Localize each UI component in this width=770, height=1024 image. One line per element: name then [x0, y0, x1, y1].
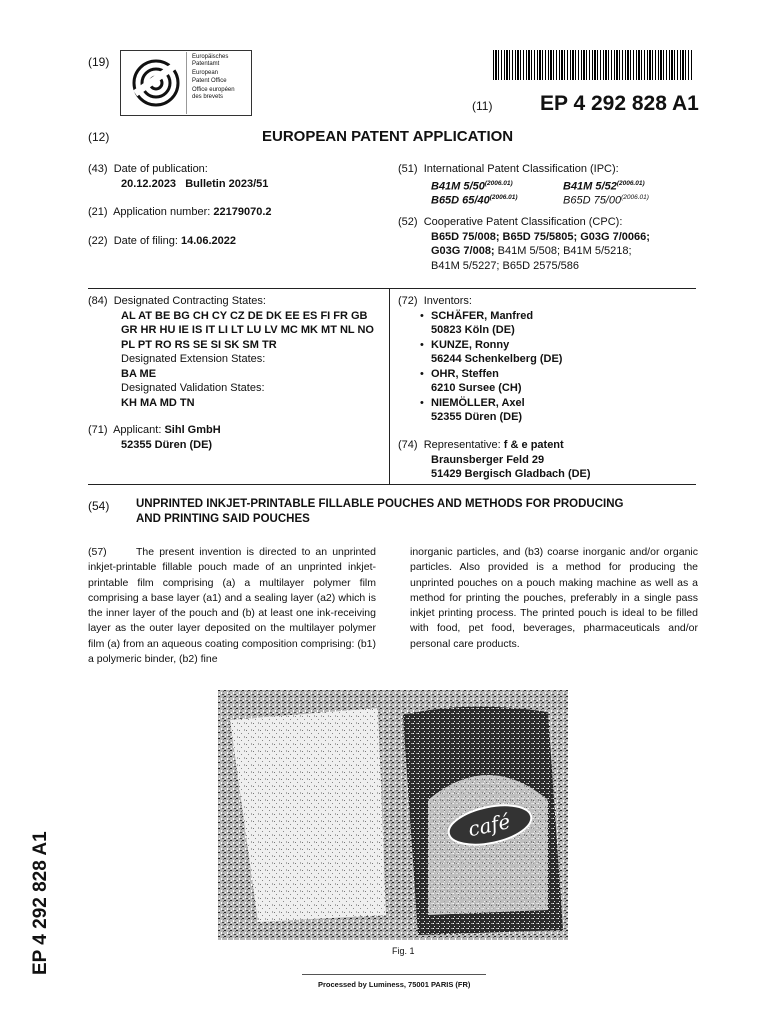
ipc-version: (2006.01): [616, 179, 645, 187]
representative-city: 51429 Bergisch Gladbach (DE): [431, 468, 591, 480]
office-line: Patent Office: [192, 77, 227, 84]
cpc-line: B41M 5/5227; B65D 2575/586: [431, 259, 580, 272]
ipc-class: B41M 5/50: [431, 180, 485, 193]
applicant-address: 52355 Düren (DE): [121, 438, 213, 451]
representative-name: f & e patent: [503, 439, 564, 451]
filing-date-block: [88, 234, 236, 249]
abstract-left: [88, 545, 376, 667]
inid-72: (72): [398, 295, 418, 307]
representative-label: Representative:: [423, 439, 501, 451]
inventor-address: 52355 Düren (DE): [431, 411, 523, 423]
states-line: PL PT RO RS SE SI SK SM TR: [121, 338, 277, 351]
inventor-item: • KUNZE, Ronny 56244 Schenkelberg (DE): [420, 338, 563, 365]
inid-22: (22): [88, 235, 108, 247]
ipc-version: (2006.01): [489, 193, 518, 201]
publication-date-block: [88, 162, 378, 191]
figure-caption: Fig. 1: [392, 946, 415, 956]
inventor-address: 56244 Schenkelberg (DE): [431, 353, 563, 365]
applicant-label: Applicant:: [113, 424, 162, 436]
epo-emblem-icon: [125, 52, 187, 114]
inid-51: (51): [398, 163, 418, 175]
inventors-block: [398, 294, 698, 425]
cpc-label: Cooperative Patent Classification (CPC):: [423, 216, 623, 228]
representative-block: [398, 438, 698, 482]
inid-19: (19): [88, 55, 110, 69]
inventor-item: • NIEMÖLLER, Axel 52355 Düren (DE): [420, 396, 525, 423]
office-line: Patentamt: [192, 61, 220, 68]
footer-divider: [302, 974, 486, 975]
inventor-item: • SCHÄFER, Manfred 50823 Köln (DE): [420, 309, 534, 336]
cpc-block: [398, 215, 698, 273]
inid-54: (54): [88, 499, 110, 513]
inid-21: (21): [88, 206, 108, 218]
divider: [88, 484, 696, 485]
inid-84: (84): [88, 295, 108, 307]
ipc-class: B65D 75/00: [563, 194, 622, 207]
cpc-line: B65D 75/008; B65D 75/5805; G03G 7/0066;: [431, 230, 650, 243]
office-line: Europäisches: [192, 54, 229, 60]
footer-text: Processed by Luminess, 75001 PARIS (FR): [318, 980, 471, 989]
validation-label: Designated Validation States:: [121, 382, 265, 394]
applicant-name: Sihl GmbH: [164, 424, 221, 436]
office-line: Office européen: [192, 86, 235, 93]
extension-label: Designated Extension States:: [121, 353, 266, 365]
pub-value: 20.12.2023 Bulletin 2023/51: [121, 177, 269, 190]
inid-11: (11): [472, 99, 493, 113]
inid-74: (74): [398, 439, 418, 451]
app-value: 22179070.2: [213, 206, 272, 218]
applicant-block: [88, 423, 388, 452]
inventor-name: SCHÄFER, Manfred: [431, 309, 534, 322]
inventors-label: Inventors:: [423, 295, 472, 307]
inventor-address: 50823 Köln (DE): [431, 324, 515, 336]
document-type: EUROPEAN PATENT APPLICATION: [262, 128, 514, 145]
inid-71: (71): [88, 424, 108, 436]
states-line: GR HR HU IE IS IT LI LT LU LV MC MK MT NL NO: [121, 324, 374, 336]
inid-12: (12): [88, 130, 110, 144]
office-line: des brevets: [192, 94, 224, 101]
divider: [88, 288, 696, 289]
office-line: European: [192, 70, 219, 77]
epo-logo: [120, 50, 252, 116]
ipc-version: (2006.01): [621, 193, 649, 201]
ipc-class: B41M 5/52: [563, 180, 617, 193]
inventor-name: OHR, Steffen: [431, 367, 499, 380]
barcode: [493, 50, 693, 80]
title-line: UNPRINTED INKJET-PRINTABLE FILLABLE POUCHES AND METHODS FOR PRODUCING: [136, 498, 624, 510]
ipc-label: International Patent Classification (IPC):: [423, 163, 619, 175]
publication-number: EP 4 292 828 A1: [540, 92, 699, 115]
figure-photo: [218, 690, 568, 940]
pouch-illustration: [218, 690, 568, 940]
validation-value: KH MA MD TN: [121, 396, 195, 409]
filing-value: 14.06.2022: [180, 235, 237, 247]
abstract-right: inorganic particles, and (b3) coarse inorganic and/or organic particles. Also provided is a method for producing the unprinted pouches on a pouch making machine as well as a method for printing the pouches, preferably in a single pass inkjet printing process. The printed pouch is ideal to be filled with food, pet food, beverages, pharmaceuticals and/or personal care products.: [410, 546, 698, 650]
inventor-address: 6210 Sursee (CH): [431, 382, 522, 394]
pouch-label-text: café: [465, 809, 513, 842]
inid-52: (52): [398, 216, 418, 228]
inventor-name: NIEMÖLLER, Axel: [431, 396, 525, 409]
inid-43: (43): [88, 163, 108, 175]
ipc-version: (2006.01): [484, 179, 513, 187]
abstract-text-left: The present invention is directed to an unprinted inkjet-printable fillable pouch made of an unprinted inkjet-printable film comprising (a) a multilayer polymer film comprising a base layer (a1) and a sealing layer (a2) which is the inner layer of the pouch and (b) at least one ink-receiving layer as the outer layer deposited on the multilayer polymer film (a) from an aqueous coating composition comprising: (b1) a polymeric binder, (b2) fine: [88, 546, 376, 666]
cpc-line-bold: G03G 7/008;: [431, 245, 495, 257]
sidebar-publication-number: EP 4 292 828 A1: [30, 831, 51, 975]
title-line: AND PRINTING SAID POUCHES: [136, 513, 310, 525]
cpc-line-rest: B41M 5/508; B41M 5/5218;: [494, 245, 632, 257]
application-number-block: [88, 205, 272, 220]
designated-states-block: [88, 294, 388, 410]
extension-value: BA ME: [121, 367, 157, 380]
states-line: AL AT BE BG CH CY CZ DE DK EE ES FI FR GB: [121, 309, 368, 322]
invention-title: [136, 497, 623, 527]
representative-street: Braunsberger Feld 29: [431, 453, 545, 466]
pub-label: Date of publication:: [113, 163, 208, 175]
inventor-name: KUNZE, Ronny: [431, 338, 510, 351]
inventor-item: • OHR, Steffen 6210 Sursee (CH): [420, 367, 522, 394]
ipc-class: B65D 65/40: [431, 194, 490, 207]
states-label: Designated Contracting States:: [113, 295, 266, 307]
ipc-block: [398, 162, 698, 205]
filing-label: Date of filing:: [113, 235, 178, 247]
column-divider: [389, 288, 390, 484]
app-label: Application number:: [113, 206, 211, 218]
inid-57: (57): [88, 546, 107, 558]
